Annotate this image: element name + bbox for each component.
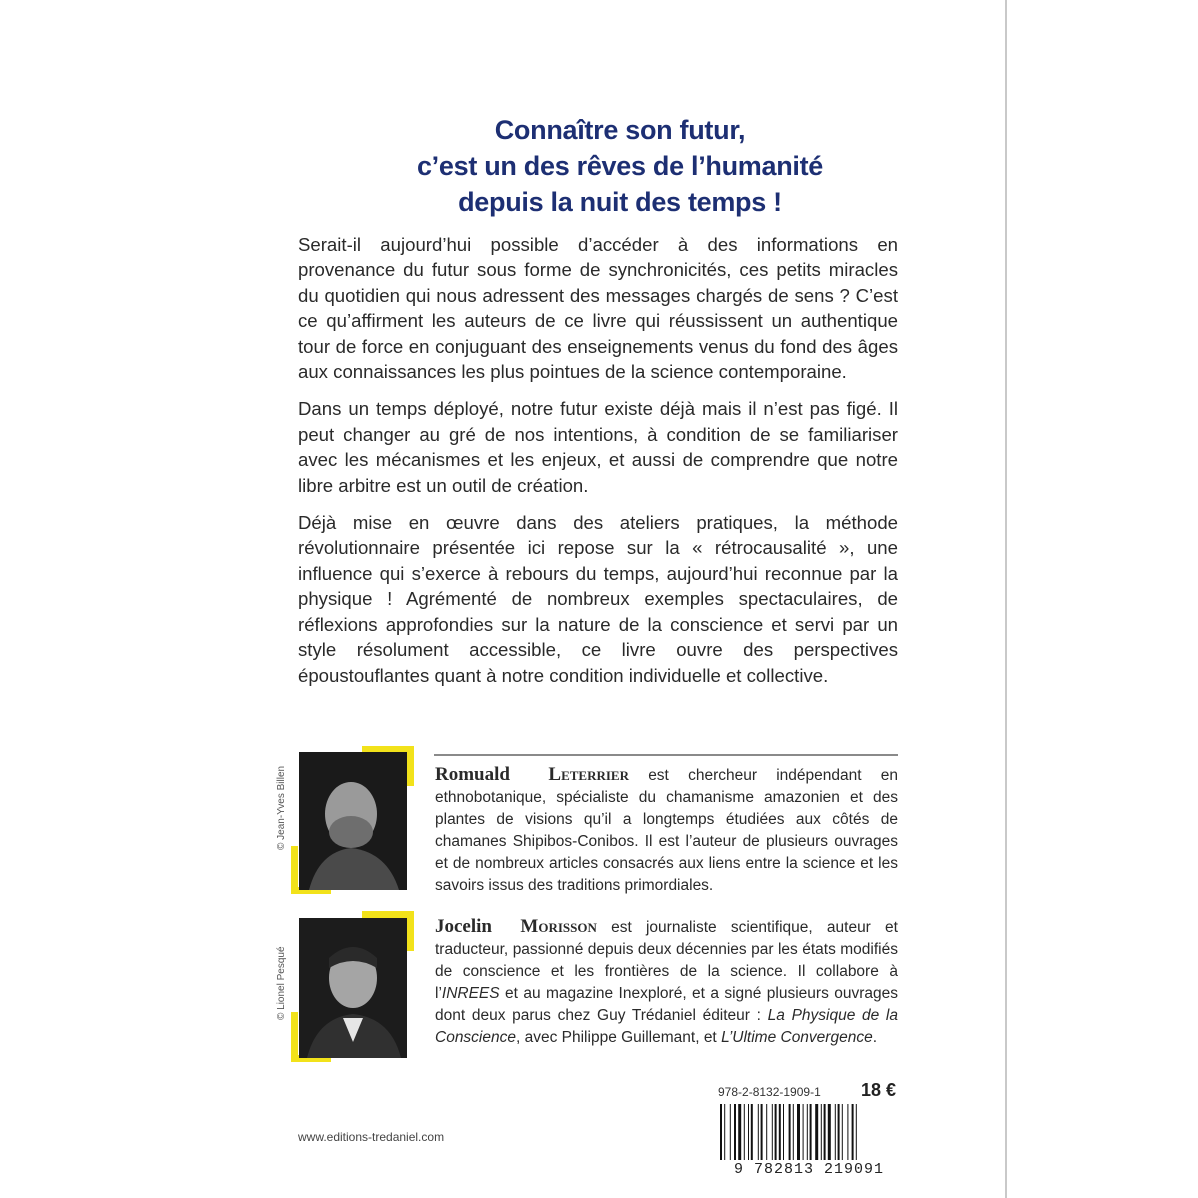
photo-credit-2: © Lionel Pesqué (276, 946, 287, 1020)
barcode-bar (783, 1104, 784, 1160)
barcode-bar (775, 1104, 777, 1160)
photo-frame-accent (407, 746, 414, 786)
barcode-bar (856, 1104, 857, 1160)
author-1-bio-text: est chercheur indépendant en ethnobotanique, spécialiste du chamanisme amazonien et des plantes de visions qu’il a longtemps étudiées aux côtés de chamanes Shipibos-Conibos. Il est l’auteur de plusieurs ouvrages et de nombreux articles consacrés aux liens entre la science et les savoirs issus des traditions primordiales. (435, 767, 898, 894)
blurb-paragraph-3: Déjà mise en œuvre dans des ateliers pratiques, la méthode révolutionnaire présentée ici repose sur la « rétrocausalité », une influence qui s’exerce à rebours du temps, aujourd’hui reconnue par la physique ! Agrémenté de nombreux exemples spectaculaires, de réflexions approfondies sur la nature de la conscience et servi par un style résolument accessible, ce livre ouvre des perspectives époustouflantes quant à notre condition individuelle et collective. (298, 512, 898, 686)
portrait-image (299, 918, 407, 1058)
barcode-bar (810, 1104, 812, 1160)
blurb-paragraph-2: Dans un temps déployé, notre futur existe déjà mais il n’est pas figé. Il peut changer au gré de nos intentions, à condition de se familiariser avec les mécanismes et les enjeux, et aussi de comprendre que notre libre arbitre est un outil de création. (298, 398, 898, 496)
author-photo-romuald (299, 752, 407, 890)
isbn: 978-2-8132-1909-1 (718, 1085, 821, 1099)
portrait-image (299, 752, 407, 890)
book-title-2: L’Ultime Convergence (721, 1029, 873, 1046)
barcode-bar (766, 1104, 767, 1160)
author-bio-1 (435, 764, 898, 897)
barcode-bar (772, 1104, 773, 1160)
author-1-last-name: Leterrier (548, 764, 629, 785)
barcode-number: 9 782813 219091 (733, 1161, 885, 1178)
author-2-bio-text: et au magazine Inexploré, et a signé plusieurs ouvrages dont deux parus chez Guy Trédaniel éditeur : (435, 985, 898, 1024)
barcode-bar (758, 1104, 759, 1160)
author-2-last-name: Morisson (520, 916, 597, 937)
barcode-bar (824, 1104, 826, 1160)
price: 18 € (861, 1080, 897, 1100)
barcode-bar (761, 1104, 763, 1160)
barcode-bar (748, 1104, 749, 1160)
headline-line-3: depuis la nuit des temps ! (458, 187, 782, 217)
photo-credit-1: © Jean-Yves Billen (276, 765, 287, 850)
blurb-paragraph-1: Serait-il aujourd’hui possible d’accéder à des informations en provenance du futur sous forme de synchronicités, ces petits miracles du quotidien qui nous adressent des messages chargés de sens ? C’est ce qu’affirment les auteurs de ce livre qui réussissent un authentique tour de force en conjuguant des enseignements venus du fond des âges aux connaissances les plus pointues de la science contemporaine. (298, 234, 898, 383)
headline-line-2: c’est un des rêves de l’humanité (416, 151, 824, 181)
barcode-bar (803, 1104, 804, 1160)
barcode-bar (744, 1104, 745, 1160)
barcode-bar (835, 1104, 836, 1160)
spine-edge-line (1005, 0, 1007, 1198)
headline-line-1: Connaître son futur, (494, 115, 746, 145)
barcode-bar (789, 1104, 791, 1160)
barcode-bar (807, 1104, 808, 1160)
author-2-bio-text: , avec Philippe Guillemant, et (516, 1029, 722, 1046)
author-section-divider (434, 754, 898, 756)
inrees-name: INREES (441, 985, 500, 1002)
barcode-bar (828, 1104, 831, 1160)
blurb (298, 232, 898, 700)
author-1-first-name: Romuald (435, 764, 510, 785)
barcode-bar (847, 1104, 848, 1160)
author-2-first-name: Jocelin (435, 916, 492, 937)
barcode-bar (738, 1104, 741, 1160)
author-photo-jocelin (299, 918, 407, 1058)
barcode-bar (793, 1104, 794, 1160)
author-2-bio-text: est journaliste scientifique, auteur et traducteur, passionné depuis deux décennies par les états modifiés de conscience et les frontières de la science. Il collabore à l’ (435, 919, 898, 1002)
barcode-bar (751, 1104, 753, 1160)
photo-frame-accent (407, 911, 414, 951)
barcode-bar (838, 1104, 840, 1160)
headline (250, 112, 990, 220)
barcode-bar (734, 1104, 736, 1160)
barcode (718, 1104, 900, 1160)
barcode-bar (730, 1104, 731, 1160)
author-2-bio-text: . (872, 1029, 878, 1046)
barcode-bar (815, 1104, 818, 1160)
barcode-bar (720, 1104, 722, 1160)
barcode-bar (779, 1104, 781, 1160)
barcode-bar (821, 1104, 822, 1160)
barcode-bar (797, 1104, 800, 1160)
barcode-bar (852, 1104, 854, 1160)
book-title-1: La Physique de la Conscience (435, 1007, 898, 1046)
publisher-website: www.editions-tredaniel.com (298, 1130, 445, 1144)
author-bio-2 (435, 916, 898, 1049)
barcode-bar (842, 1104, 843, 1160)
barcode-bar (724, 1104, 725, 1160)
